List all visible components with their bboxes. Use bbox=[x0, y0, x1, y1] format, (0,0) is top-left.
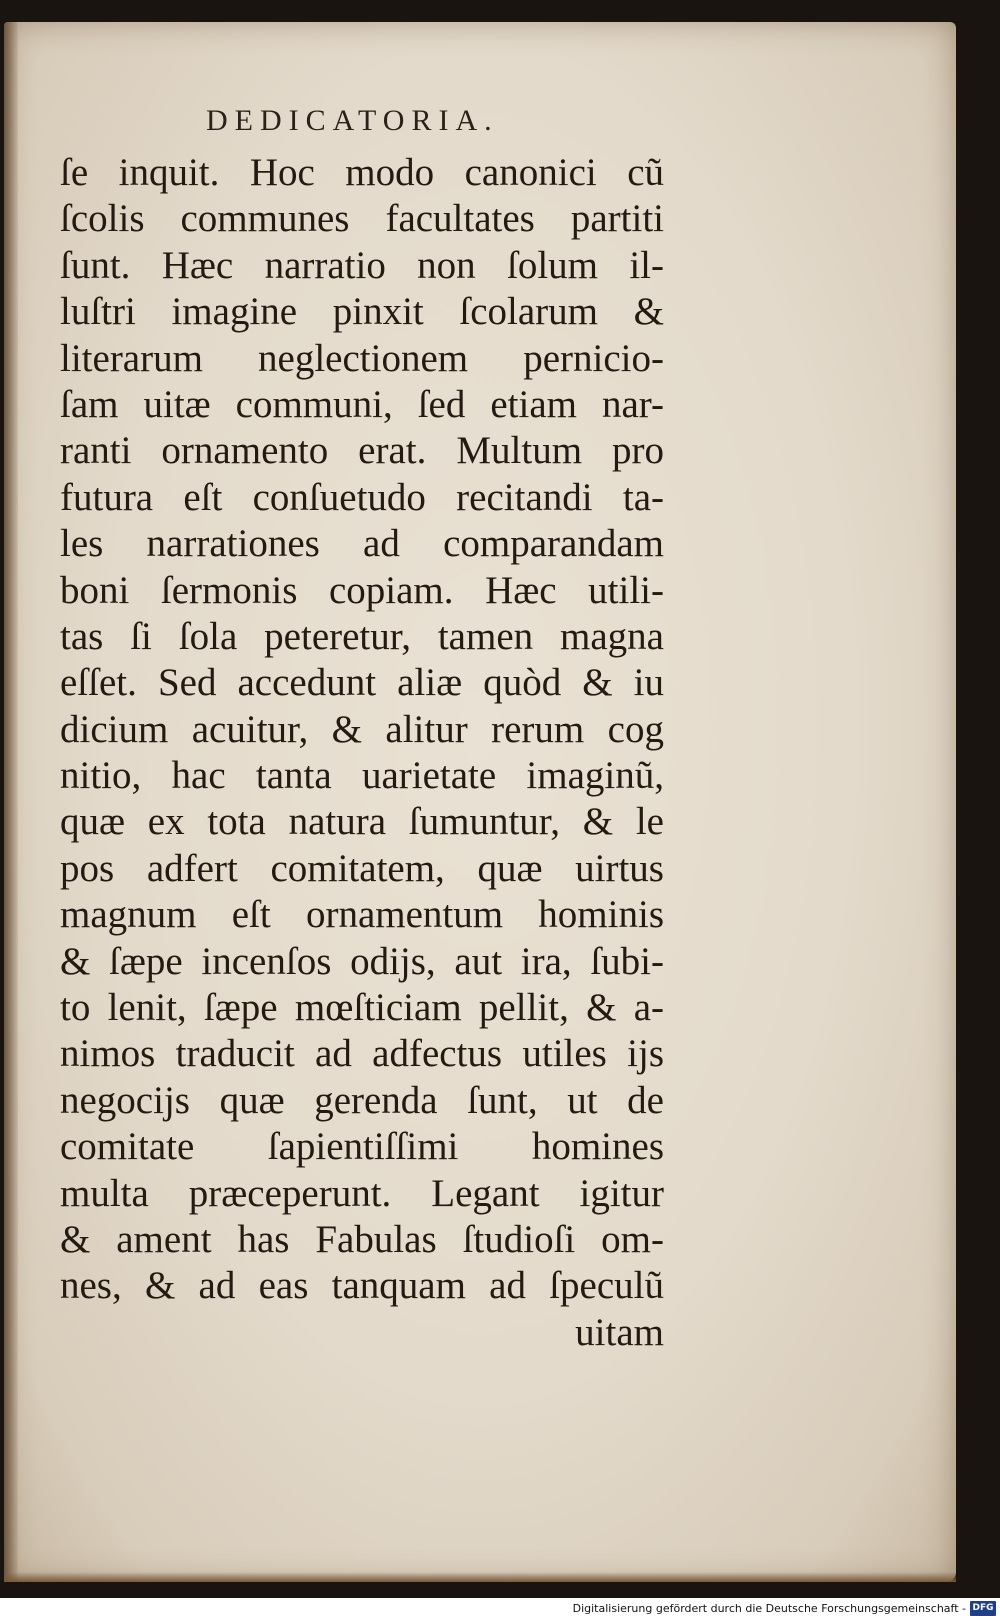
text-line: comitate ſapientiſſimi homines bbox=[60, 1125, 664, 1169]
text-line: ſe inquit. Hoc modo canonici cũ bbox=[60, 151, 664, 194]
text-line: nes, & ad eas tanquam ad ſpeculũ bbox=[60, 1264, 664, 1308]
text-line: to lenit, ſæpe mœſticiam pellit, & a- bbox=[60, 986, 664, 1030]
book-page bbox=[4, 22, 956, 1582]
footer-credit: Digitalisierung gefördert durch die Deutsche Forschungsgemeinschaft - bbox=[572, 1602, 966, 1615]
text-line: luſtri imagine pinxit ſcolarum & bbox=[60, 290, 664, 334]
text-line: ranti ornamento erat. Multum pro bbox=[60, 429, 664, 473]
catchword: uitam bbox=[575, 1310, 664, 1354]
running-head: DEDICATORIA. bbox=[206, 104, 499, 137]
text-line: futura eſt conſuetudo recitandi ta- bbox=[60, 475, 664, 519]
text-line: dicium acuitur, & alitur rerum cog bbox=[60, 707, 664, 751]
text-block bbox=[60, 150, 680, 1356]
text-line: & ament has Fabulas ſtudioſi om- bbox=[60, 1217, 664, 1261]
text-line: boni ſermonis copiam. Hæc utili- bbox=[60, 568, 664, 612]
text-line: literarum neglectionem pernicio- bbox=[60, 336, 664, 380]
digitization-footer bbox=[0, 1598, 1000, 1620]
text-line: & ſæpe incenſos odijs, aut ira, ſubi- bbox=[60, 939, 664, 983]
dfg-logo-icon: DFG bbox=[970, 1601, 996, 1616]
text-line: nitio, hac tanta uarietate imaginũ, bbox=[60, 754, 664, 798]
text-line: ſunt. Hæc narratio non ſolum il- bbox=[60, 243, 664, 287]
text-line: nimos traducit ad adfectus utiles ijs bbox=[60, 1032, 664, 1076]
text-line: multa præceperunt. Legant igitur bbox=[60, 1171, 664, 1215]
text-line: eſſet. Sed accedunt aliæ quòd & iu bbox=[60, 661, 664, 705]
text-line: negocijs quæ gerenda ſunt, ut de bbox=[60, 1078, 664, 1122]
text-line: ſam uitæ communi, ſed etiam nar- bbox=[60, 382, 664, 426]
text-line: pos adfert comitatem, quæ uirtus bbox=[60, 846, 664, 890]
text-line: quæ ex tota natura ſumuntur, & le bbox=[60, 800, 664, 844]
text-line: tas ſi ſola peteretur, tamen magna bbox=[60, 614, 664, 658]
text-line: les narrationes ad comparandam bbox=[60, 522, 664, 566]
text-line: ſcolis communes facultates partiti bbox=[60, 197, 664, 241]
text-line: magnum eſt ornamentum hominis bbox=[60, 893, 664, 937]
